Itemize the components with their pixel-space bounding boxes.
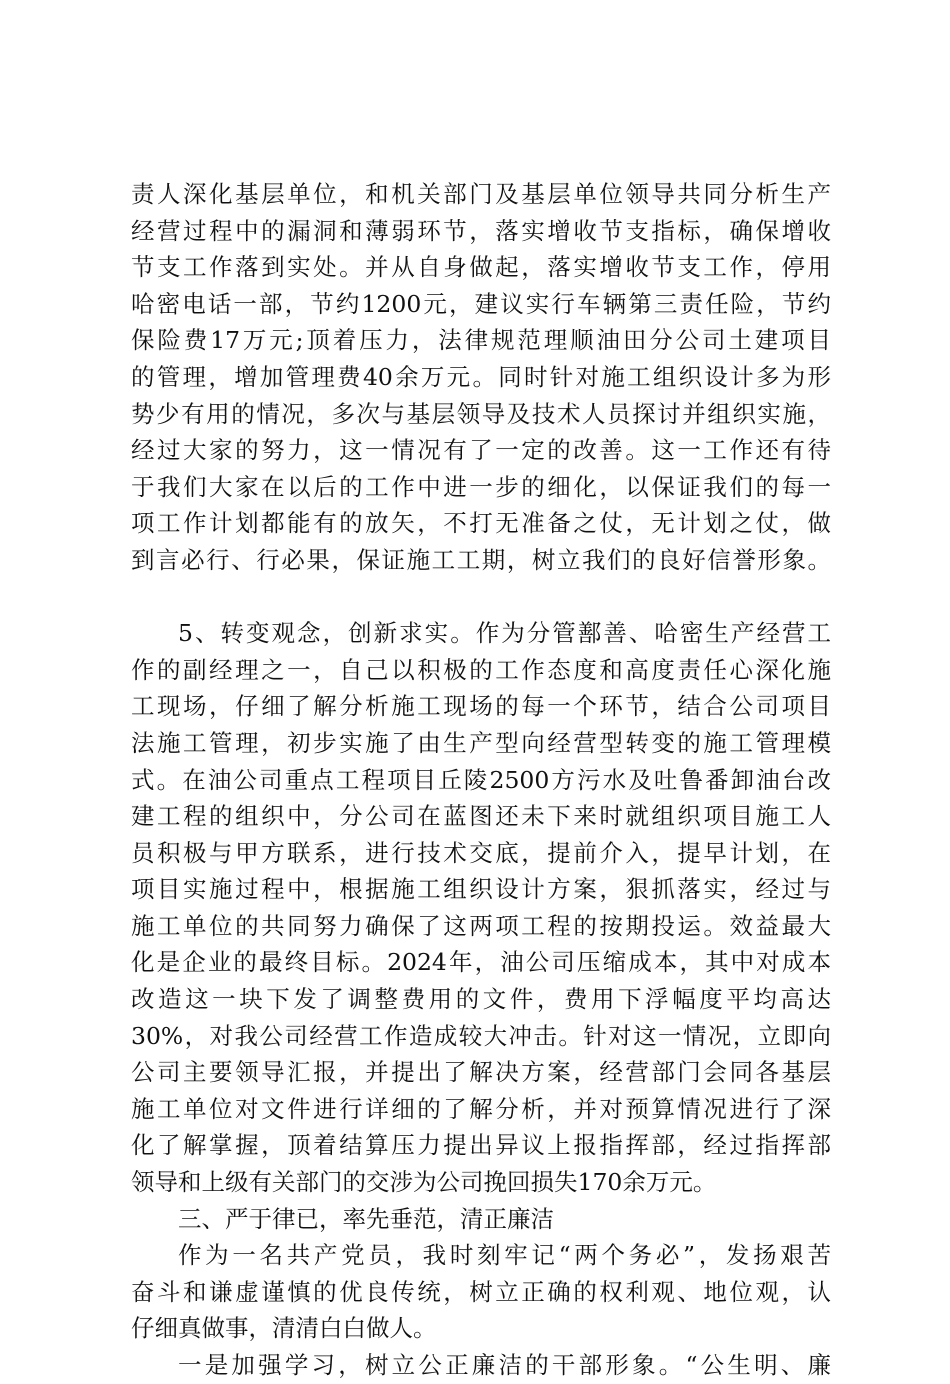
text-line: 的管理，增加管理费40余万元。同时针对施工组织设计多为形 xyxy=(131,362,831,391)
paragraph-gap xyxy=(131,579,831,616)
text-line: 保险费17万元;顶着压力，法律规范理顺油田分公司土建项目 xyxy=(131,326,831,355)
text-line: 作的副经理之一，自己以积极的工作态度和高度责任心深化施 xyxy=(131,655,831,684)
text-line: 施工单位对文件进行详细的了解分析，并对预算情况进行了深 xyxy=(131,1094,831,1123)
text-line: 责人深化基层单位，和机关部门及基层单位领导共同分析生产 xyxy=(131,180,831,208)
text-line: 节支工作落到实处。并从自身做起，落实增收节支工作，停用 xyxy=(131,253,831,282)
paragraph-1 xyxy=(131,176,831,579)
text-line: 经过大家的努力，这一情况有了一定的改善。这一工作还有待 xyxy=(131,436,831,465)
text-line: 作为一名共产党员，我时刻牢记“两个务必”，发扬艰苦 xyxy=(178,1241,831,1270)
text-line: 法施工管理，初步实施了由生产型向经营型转变的施工管理模 xyxy=(131,728,831,757)
text-line: 经营过程中的漏洞和薄弱环节，落实增收节支指标，确保增收 xyxy=(131,216,831,245)
document-page xyxy=(131,176,831,1384)
text-line: 员积极与甲方联系，进行技术交底，提前介入，提早计划，在 xyxy=(131,838,831,867)
text-line: 式。在油公司重点工程项目丘陵2500方污水及吐鲁番卸油台改 xyxy=(131,765,831,794)
text-line: 施工单位的共同努力确保了这两项工程的按期投运。效益最大 xyxy=(131,911,831,940)
text-line: 奋斗和谦虚谨慎的优良传统，树立正确的权利观、地位观，认 xyxy=(131,1277,831,1306)
section-heading: 三、严于律已，率先垂范，清正廉洁 xyxy=(178,1204,554,1233)
text-line: 到言必行、行必果，保证施工工期，树立我们的良好信誉形象。 xyxy=(131,545,831,574)
text-line: 领导和上级有关部门的交涉为公司挽回损失170余万元。 xyxy=(131,1168,717,1197)
paragraph-4 xyxy=(131,1347,831,1384)
text-line: 公司主要领导汇报，并提出了解决方案，经营部门会同各基层 xyxy=(131,1058,831,1087)
text-line: 建工程的组织中，分公司在蓝图还未下来时就组织项目施工人 xyxy=(131,802,831,831)
text-line: 化是企业的最终目标。2024年，油公司压缩成本，其中对成本 xyxy=(131,948,831,977)
paragraph-3 xyxy=(131,1237,831,1347)
text-line: 于我们大家在以后的工作中进一步的细化，以保证我们的每一 xyxy=(131,472,831,501)
text-line: 5、转变观念，创新求实。作为分管鄯善、哈密生产经营工 xyxy=(178,619,831,648)
text-line: 改造这一块下发了调整费用的文件，费用下浮幅度平均高达 xyxy=(131,985,831,1014)
text-line: 工现场，仔细了解分析施工现场的每一个环节，结合公司项目 xyxy=(131,692,831,721)
text-line: 30%，对我公司经营工作造成较大冲击。针对这一情况，立即向 xyxy=(131,1021,831,1050)
text-line: 一是加强学习，树立公正廉洁的干部形象。“公生明、廉 xyxy=(178,1351,831,1379)
text-line: 仔细真做事，清清白白做人。 xyxy=(131,1314,437,1343)
text-line: 项工作计划都能有的放矢，不打无准备之仗，无计划之仗，做 xyxy=(131,509,831,538)
text-line: 哈密电话一部，节约1200元，建议实行车辆第三责任险，节约 xyxy=(131,289,831,318)
paragraph-2 xyxy=(131,615,831,1201)
text-line: 势少有用的情况，多次与基层领导及技术人员探讨并组织实施， xyxy=(131,399,831,428)
text-line: 项目实施过程中，根据施工组织设计方案，狠抓落实，经过与 xyxy=(131,875,831,904)
text-line: 化了解掌握，顶着结算压力提出异议上报指挥部，经过指挥部 xyxy=(131,1131,831,1160)
